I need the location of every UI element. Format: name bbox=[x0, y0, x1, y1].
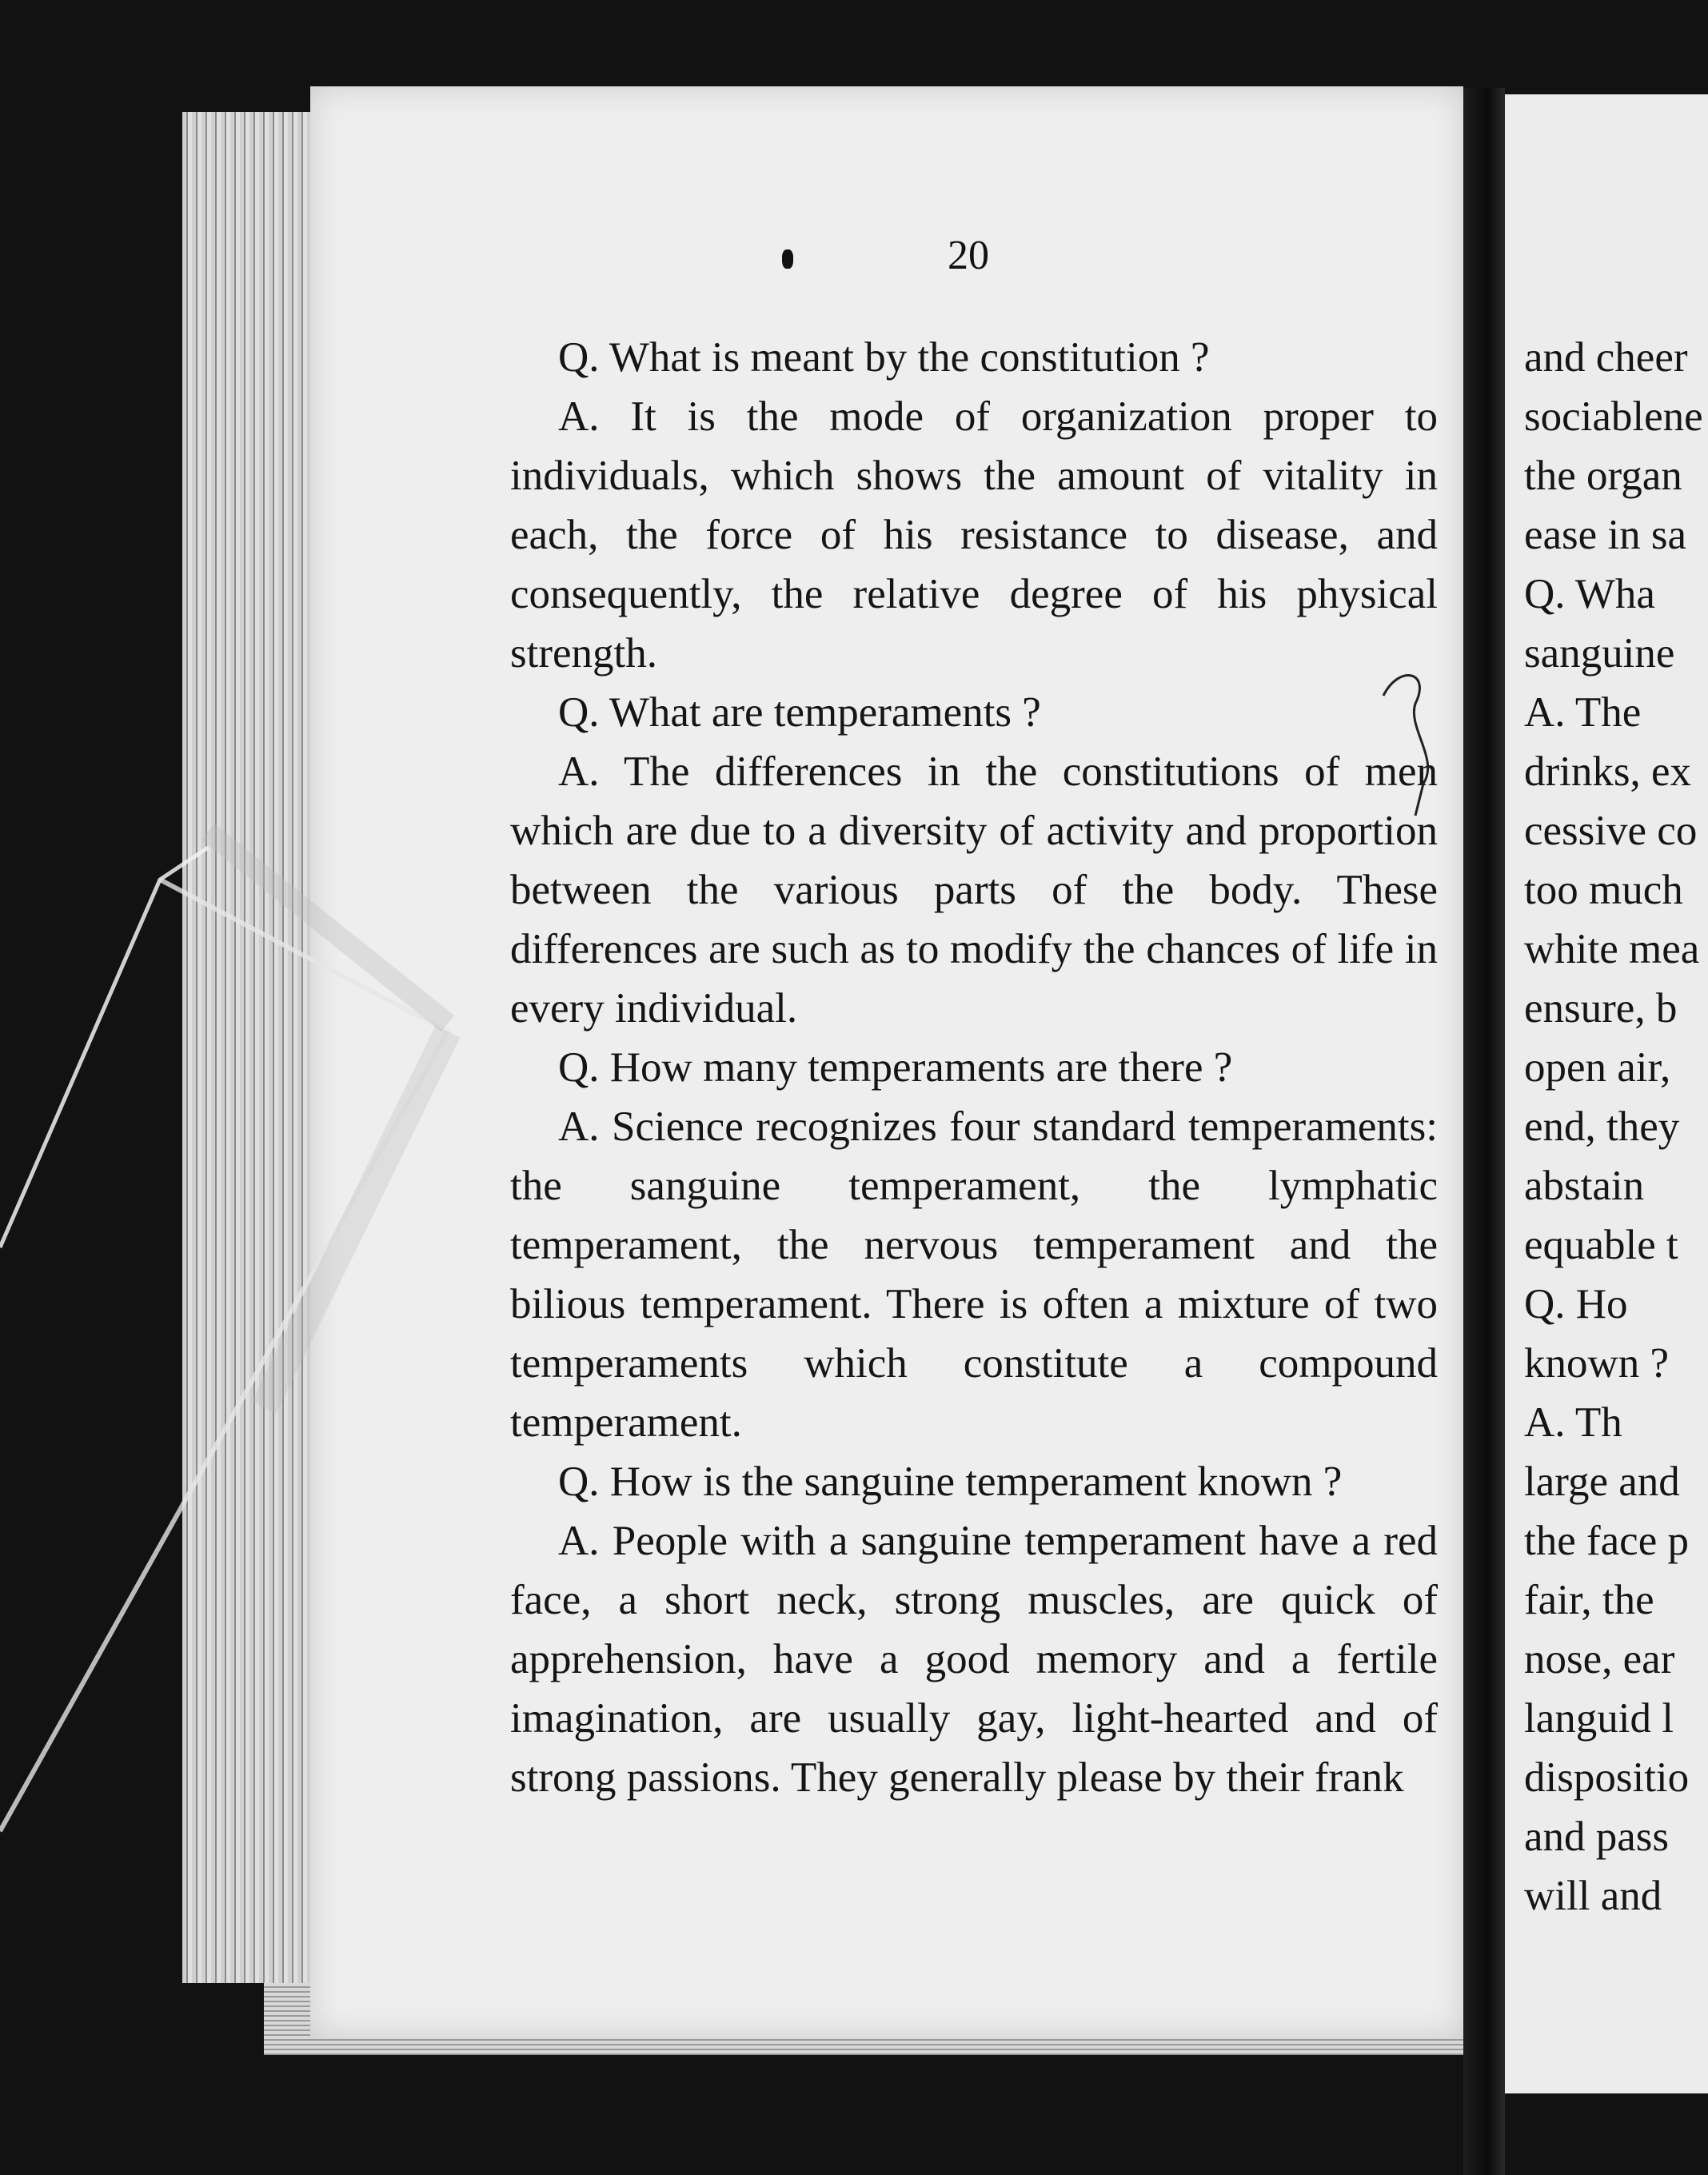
right-page-line: nose, ear bbox=[1524, 1636, 1675, 1682]
right-page-line: and cheer bbox=[1524, 334, 1688, 381]
right-page-text bbox=[1524, 328, 1708, 1926]
ink-mark bbox=[782, 249, 793, 269]
question-paragraph: Q. What is meant by the constitution ? bbox=[558, 334, 1210, 381]
left-page-text bbox=[510, 328, 1438, 1807]
right-page-line: dispositio bbox=[1524, 1754, 1690, 1801]
right-page-line: ease in sa bbox=[1524, 512, 1687, 558]
answer-paragraph: A. It is the mode of organization proper to individuals, which shows the amount of vitality in each, the force of his resistance to disease, and consequently, the relative degree of his physical strength. bbox=[510, 393, 1438, 676]
answer-paragraph: A. Science recognizes four standard temperaments: the sanguine temperament, the lymphatic temperament, the nervous temperament and the bilious temperament. There is often a mixture of two temperaments which constitute a compound temperament. bbox=[510, 1103, 1438, 1446]
question-paragraph: Q. How many temperaments are there ? bbox=[558, 1044, 1233, 1091]
right-page-line: drinks, ex bbox=[1524, 748, 1692, 795]
right-page-line: languid l bbox=[1524, 1695, 1674, 1742]
right-page-line: sanguine bbox=[1524, 630, 1675, 676]
right-page-line: A. The bbox=[1524, 689, 1642, 736]
right-page-line: large and bbox=[1524, 1459, 1680, 1505]
right-page-line: Q. Ho bbox=[1524, 1281, 1628, 1327]
page-edges bbox=[182, 112, 326, 1983]
right-page-line: will and bbox=[1524, 1873, 1662, 1919]
right-page-line: and pass bbox=[1524, 1814, 1670, 1860]
book-gutter bbox=[1463, 88, 1505, 2175]
question-paragraph: Q. How is the sanguine temperament known ? bbox=[558, 1459, 1343, 1505]
right-page-line: known ? bbox=[1524, 1340, 1670, 1387]
right-page-line: open air, bbox=[1524, 1044, 1671, 1091]
right-page-line: the organ bbox=[1524, 453, 1682, 499]
right-page-line: A. Th bbox=[1524, 1399, 1622, 1446]
answer-paragraph: A. The differences in the constitutions of men which are due to a diversity of activity and proportion between the various parts of the body. These differences are such as to modify the chances of life in every individual. bbox=[510, 748, 1438, 1032]
right-page-line: abstain bbox=[1524, 1163, 1645, 1209]
right-page-line: too much bbox=[1524, 867, 1683, 913]
right-page-line: white mea bbox=[1524, 926, 1700, 972]
right-page-line: ensure, b bbox=[1524, 985, 1678, 1032]
question-paragraph: Q. What are temperaments ? bbox=[558, 689, 1041, 736]
right-page-line: end, they bbox=[1524, 1103, 1680, 1150]
right-page-line: sociablene bbox=[1524, 393, 1703, 440]
answer-paragraph: A. People with a sanguine temperament have a red face, a short neck, strong muscles, are quick of apprehension, have a good memory and a fertile imagination, are usually gay, light-hearted and of strong passions. They generally please by their frank bbox=[510, 1518, 1438, 1801]
page-number: 20 bbox=[948, 233, 989, 278]
right-page-line: equable t bbox=[1524, 1222, 1678, 1268]
right-page-line: cessive co bbox=[1524, 808, 1698, 854]
right-page-line: Q. Wha bbox=[1524, 571, 1655, 617]
right-page-line: fair, the bbox=[1524, 1577, 1654, 1623]
right-page-line: the face p bbox=[1524, 1518, 1689, 1564]
